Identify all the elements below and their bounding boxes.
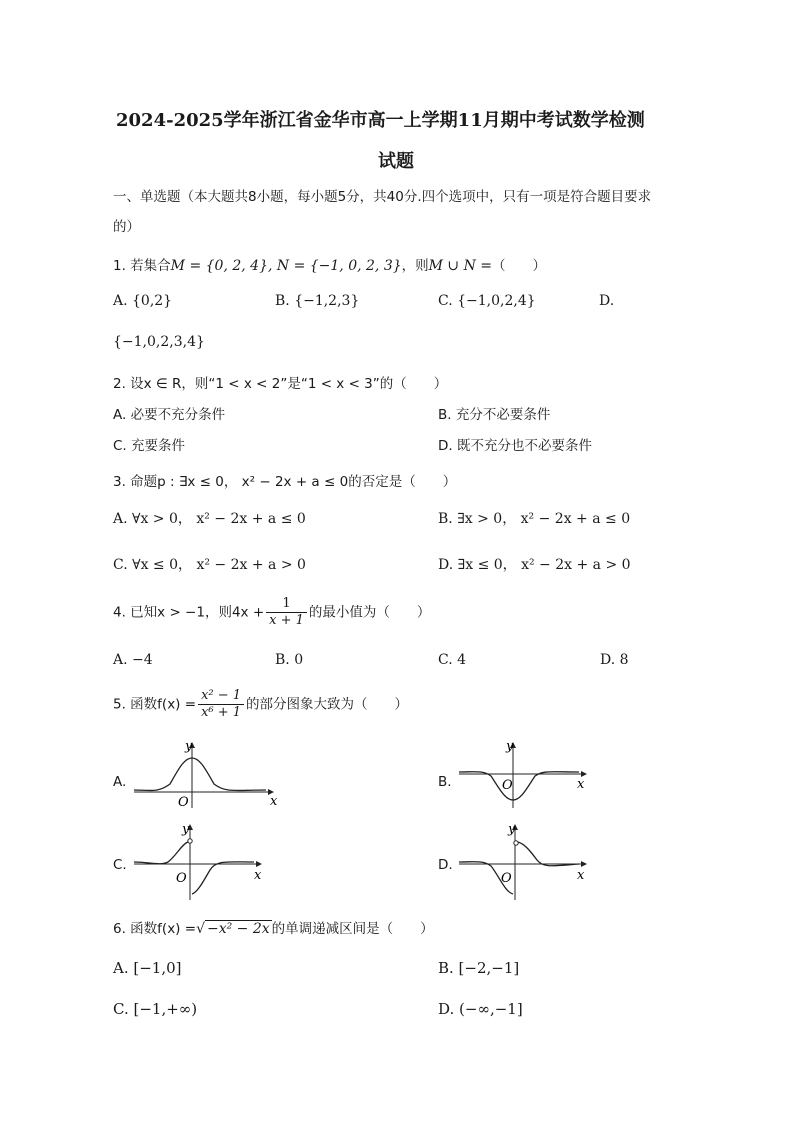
question-2-option-a[interactable]: A. 必要不充分条件 [113,407,226,423]
question-6-option-b[interactable]: B. [−2,−1] [438,959,520,977]
y-label: y [506,739,514,754]
open-point-icon [188,839,192,843]
question-3-option-b[interactable]: B. ∃x > 0， x² − 2x + a ≤ 0 [438,511,631,527]
curve-left [134,842,188,864]
section-heading: 一、单选题（本大题共8小题，每小题5分，共40分.四个选项中，只有一项是符合题目要求 [113,189,652,205]
question-3-option-c[interactable]: C. ∀x ≤ 0， x² − 2x + a > 0 [113,557,306,573]
question-2-stem: 2. 设x ∈ R，则“1 < x < 2”是“1 < x < 3”的（ ） [113,376,448,392]
y-label: y [185,739,193,754]
question-1-option-d-value: {−1,0,2,3,4} [113,334,205,350]
question-1-stem: 1. 若集合M = {0, 2, 4}, N = {−1, 0, 2, 3}，则M ∪ N =（ ） [113,258,547,274]
graph-d[interactable] [455,820,595,900]
curve [459,772,579,800]
question-3-option-a[interactable]: A. ∀x > 0， x² − 2x + a ≤ 0 [113,511,306,527]
curve-right [192,862,254,894]
origin-label: O [176,871,187,886]
question-4-option-d[interactable]: D. 8 [600,652,629,668]
question-4-option-c[interactable]: C. 4 [438,652,467,668]
curve-right [518,842,579,866]
question-1-option-d[interactable]: D. [599,293,615,309]
question-4-option-b[interactable]: B. 0 [275,652,304,668]
question-3-stem: 3. 命题p : ∃x ≤ 0， x² − 2x + a ≤ 0的否定是（ ） [113,474,457,490]
section-heading-cont: 的） [113,219,140,235]
question-4-option-a[interactable]: A. −4 [113,652,153,668]
origin-label: O [502,778,513,793]
y-label: y [182,822,190,837]
x-label: x [577,868,585,883]
origin-label: O [178,795,189,810]
document-title-line1: 2024-2025学年浙江省金华市高一上学期11月期中考试数学检测 [116,110,645,131]
graph-b[interactable] [455,738,595,810]
question-5-option-b[interactable]: B. [438,774,452,790]
question-6-option-a[interactable]: A. [−1,0] [113,959,182,977]
question-5-fraction: $\frac{\text{x² − 1}}{\text{x⁶ + 1}}$ [198,688,244,721]
origin-label: O [501,871,512,886]
graph-c[interactable] [130,820,280,900]
question-6-option-d[interactable]: D. (−∞,−1] [438,1000,523,1018]
question-5-option-a[interactable]: A. [113,774,127,790]
y-label: y [508,822,516,837]
x-label: x [577,777,585,792]
question-3-option-d[interactable]: D. ∃x ≤ 0， x² − 2x + a > 0 [438,557,631,573]
question-6-sqrt: −x² − 2x [206,921,270,937]
question-6-stem: 6. 函数f(x) =√ −x² − 2x 的单调递减区间是（ ） [113,921,434,937]
question-2-option-d[interactable]: D. 既不充分也不必要条件 [438,438,592,454]
x-label: x [270,794,278,809]
question-6-option-c[interactable]: C. [−1,+∞) [113,1000,198,1018]
curve [134,758,266,790]
question-1-option-c[interactable]: C. {−1,0,2,4} [438,293,536,309]
question-4-stem: 4. 已知x > −1，则4x + $\frac{1}{x + 1}$ 的最小值为（ ） [113,596,431,628]
x-axis-arrow-icon [581,861,587,867]
question-4-fraction: $\frac{1}{x + 1}$ [266,596,307,629]
question-2-option-b[interactable]: B. 充分不必要条件 [438,407,551,423]
open-point-icon [514,841,518,845]
x-label: x [254,868,262,883]
question-5-option-c[interactable]: C. [113,857,127,873]
graph-a[interactable] [130,738,280,810]
x-axis-arrow-icon [256,861,262,867]
question-5-stem: 5. 函数f(x) = $\frac{\text{x² − 1}}{\text{x⁶ + 1}}$ 的部分图象大致为（ ） [113,688,409,720]
question-1-option-a[interactable]: A. {0,2} [113,293,173,309]
question-5-option-d[interactable]: D. [438,857,453,873]
question-2-option-c[interactable]: C. 充要条件 [113,438,186,454]
document-title-line2: 试题 [378,151,414,172]
question-1-option-b[interactable]: B. {−1,2,3} [275,293,360,309]
